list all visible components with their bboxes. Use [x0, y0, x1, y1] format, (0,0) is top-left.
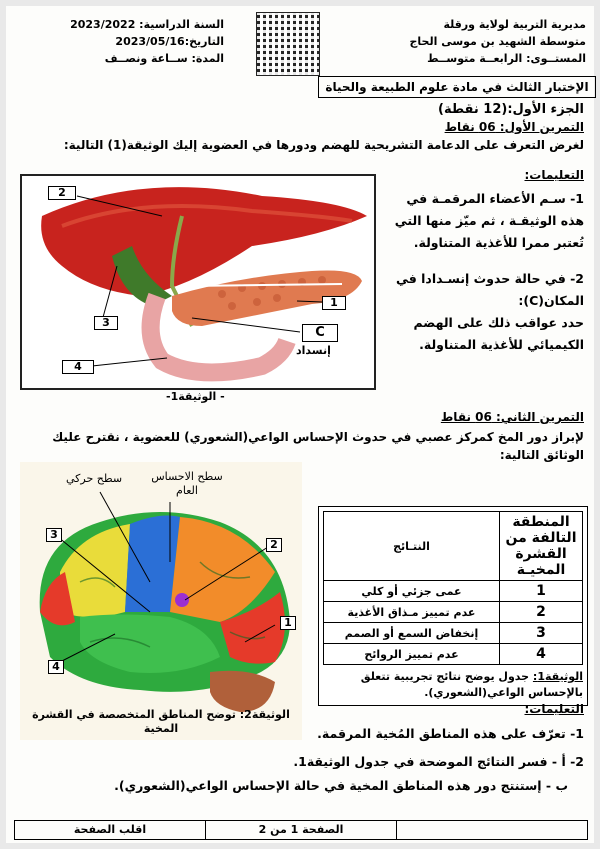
fig1-label-4: 4 — [62, 360, 94, 374]
region-cell: 3 — [500, 623, 583, 644]
col-result-header: النتـائج — [324, 512, 500, 581]
exam-title: الإختبار الثالث في مادة علوم الطبيعة والحياة — [318, 76, 596, 98]
school-name: متوسطة الشهيد بن موسى الحاج — [409, 35, 586, 48]
fig1-blockage-label: إنسداد — [296, 344, 331, 357]
exam-page — [6, 6, 594, 843]
header-right — [350, 16, 586, 67]
table-row — [324, 581, 583, 602]
fig1-caption: - الوثيقة1- — [166, 390, 225, 403]
header-left — [24, 16, 224, 67]
school-year: السنة الدراسية: 2023/2022 — [70, 18, 224, 31]
footer-turn-page: اقلب الصفحة — [73, 823, 147, 836]
table-row — [324, 623, 583, 644]
table-caption-text: جدول يوضح نتائج تجريبية تتعلق بالإحساس الواعي(الشعوري). — [360, 670, 583, 699]
ex2-title: التمرين الثاني: 06 نقاط — [440, 410, 584, 424]
footer-page-number: الصفحة 1 من 2 — [205, 821, 396, 839]
ex2-q1: 1- تعرّف على هذه المناطق المُخية المرقمة. — [317, 726, 584, 741]
fig2-caption: الوثيقة2: توضح المناطق المتخصصة في القشرة المخية — [32, 708, 290, 735]
region-cell: 2 — [500, 602, 583, 623]
table-row — [324, 644, 583, 665]
level: المستــوى: الرابعــة متوســط — [427, 52, 586, 65]
fig1-label-3: 3 — [94, 316, 118, 330]
result-cell: عمى جزئي أو كلي — [324, 581, 500, 602]
ex1-q1: 1- سـم الأعضاء المرقمـة في هذه الوثيقـة ، ثم ميّز منها التي تُعتبر ممرا للأغذية المتناولة. — [394, 191, 584, 250]
brain-label-2: 2 — [266, 538, 282, 552]
ex1-title: التمرين الأول: 06 نقاط — [444, 120, 584, 134]
brain-label-sensory: سطح الاحساس العام — [151, 470, 223, 497]
results-table — [323, 511, 583, 665]
fig1-label-c: C — [302, 324, 338, 342]
exam-date: التاريخ:2023/05/16 — [115, 35, 224, 48]
results-table-box — [318, 506, 588, 706]
brain-label-motor: سطح حركي — [66, 472, 123, 485]
ex1-q2: 2- في حالة حدوث إنسـدادا في المكان(C): — [395, 271, 584, 308]
brain-illustration — [20, 462, 302, 740]
brain-label-1: 1 — [280, 616, 296, 630]
ex2-q2b: ب - إستنتج دور هذه المناطق المخية في حالة الإحساس الواعي(الشعوري). — [114, 778, 568, 793]
figure2-brain — [20, 462, 302, 740]
brain-label-3: 3 — [46, 528, 62, 542]
qr-code-icon — [256, 12, 320, 76]
table-caption-label: الوثيقة1: — [532, 670, 583, 683]
fig1-label-1: 1 — [322, 296, 346, 310]
region-cell: 4 — [500, 644, 583, 665]
part1-title: الجزء الأول:(12 نقطة) — [438, 102, 584, 117]
ex1-instructions-title: التعليمات: — [524, 168, 584, 182]
ex1-intro: لغرض التعرف على الدعامة التشريحية للهضم ودورها في العضوية إليك الوثيقة(1) التالية: — [63, 138, 584, 152]
table-caption — [323, 669, 583, 701]
figure1-digestive-organs — [20, 174, 376, 390]
page-footer — [14, 820, 588, 840]
ex2-intro: لإبراز دور المخ كمركز عصبي في حدوث الإحساس الواعي(الشعوري) للعضوية ، نقترح عليك الوثائق التالية: — [52, 430, 584, 462]
footer-blank-right — [396, 821, 587, 839]
fig1-label-2: 2 — [48, 186, 76, 200]
brain-label-4: 4 — [48, 660, 64, 674]
directorate: مديرية التربية لولاية ورقلة — [443, 18, 586, 31]
table-row — [324, 602, 583, 623]
ex1-q2b: حدد عواقب ذلك على الهضم الكيميائي للأغذية المتناولة. — [413, 315, 584, 352]
region-cell: 1 — [500, 581, 583, 602]
result-cell: عدم تمييز مـذاق الأغذية — [324, 602, 500, 623]
col-region-header: المنطقة التالفة من القشرة المخيـة — [500, 512, 583, 581]
exam-duration: المدة: ســاعة ونصــف — [104, 52, 224, 65]
ex2-q2a: 2- أ - فسر النتائج الموضحة في جدول الوثيقة1. — [293, 754, 584, 769]
ex2-instructions-title: التعليمات: — [524, 702, 584, 716]
result-cell: عدم تمييز الروائح — [324, 644, 500, 665]
result-cell: إنخفاض السمع أو الصمم — [324, 623, 500, 644]
